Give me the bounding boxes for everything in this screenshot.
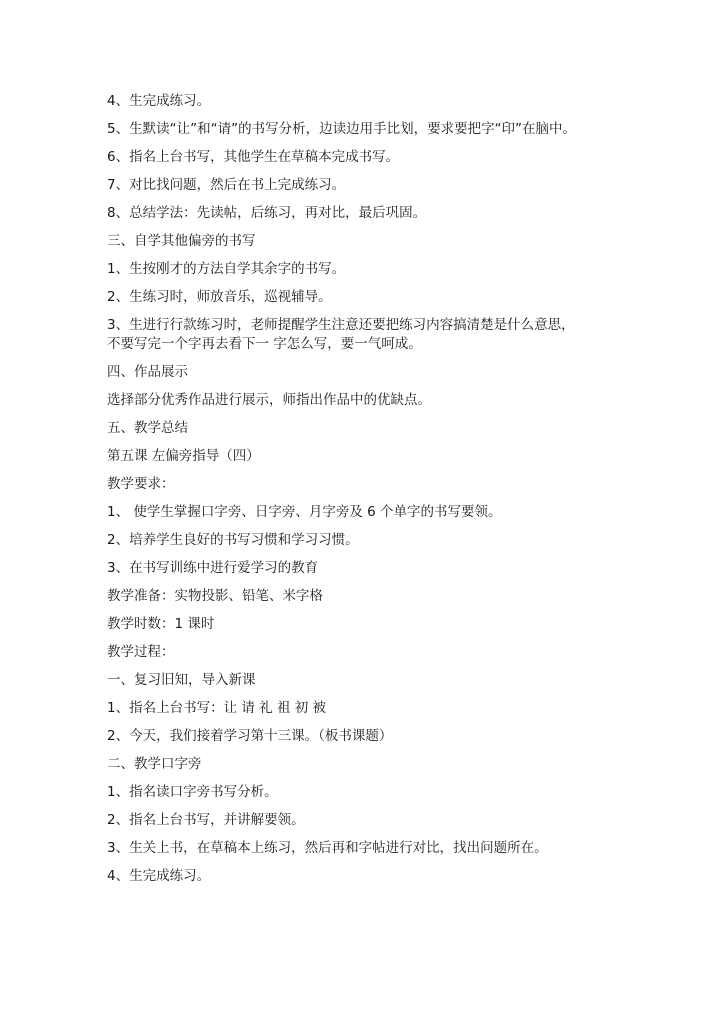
paragraph-self-study-1: 1、生按刚才的方法自学其余字的书写。: [107, 261, 346, 277]
teaching-requirements-heading: 教学要求：: [107, 476, 175, 492]
section-heading-review: 一、复习旧知，导入新课: [107, 672, 256, 688]
paragraph-step-5: 5、生默读“让”和“请”的书写分析，边读边用手比划，要求要把字“印”在脑中。: [107, 121, 577, 137]
teaching-preparation: 教学准备：实物投影、铅笔、米字格: [107, 588, 323, 604]
lesson-title: 第五课 左偏旁指导（四）: [107, 448, 260, 464]
teaching-process-heading: 教学过程：: [107, 644, 175, 660]
paragraph-self-study-3-continued: 不要写完一个字再去看下一 字怎么写，要一气呵成。: [107, 336, 422, 352]
paragraph-step-4: 4、生完成练习。: [107, 93, 211, 109]
teaching-hours: 教学时数：1 课时: [107, 616, 215, 632]
review-step-1: 1、指名上台书写：让 请 礼 祖 初 被: [107, 700, 327, 716]
section-heading-3: 三、自学其他偏旁的书写: [107, 233, 256, 249]
paragraph-showcase: 选择部分优秀作品进行展示，师指出作品中的优缺点。: [107, 392, 431, 408]
paragraph-self-study-2: 2、生练习时，师放音乐，巡视辅导。: [107, 289, 332, 305]
mouth-radical-step-2: 2、指名上台书写，并讲解要领。: [107, 812, 305, 828]
paragraph-step-7: 7、对比找问题，然后在书上完成练习。: [107, 177, 346, 193]
requirement-2: 2、培养学生良好的书写习惯和学习习惯。: [107, 532, 359, 548]
section-heading-mouth-radical: 二、教学口字旁: [107, 756, 202, 772]
mouth-radical-step-3: 3、生关上书，在草稿本上练习，然后再和字帖进行对比，找出问题所在。: [107, 840, 548, 856]
review-step-2: 2、今天，我们接着学习第十三课。（板书课题）: [107, 728, 393, 744]
requirement-1: 1、 使学生掌握口字旁、日字旁、月字旁及 6 个单字的书写要领。: [107, 504, 502, 520]
section-heading-5: 五、教学总结: [107, 420, 188, 436]
paragraph-self-study-3: 3、生进行行款练习时，老师提醒学生注意还要把练习内容搞清楚是什么意思，: [107, 317, 575, 333]
paragraph-step-6: 6、指名上台书写，其他学生在草稿本完成书写。: [107, 149, 400, 165]
paragraph-step-8: 8、总结学法：先读帖，后练习，再对比，最后巩固。: [107, 205, 427, 221]
requirement-3: 3、在书写训练中进行爱学习的教育: [107, 560, 319, 576]
document-body: [107, 93, 627, 885]
mouth-radical-step-1: 1、指名读口字旁书写分析。: [107, 784, 278, 800]
mouth-radical-step-4: 4、生完成练习。: [107, 868, 211, 884]
section-heading-4: 四、作品展示: [107, 364, 188, 380]
